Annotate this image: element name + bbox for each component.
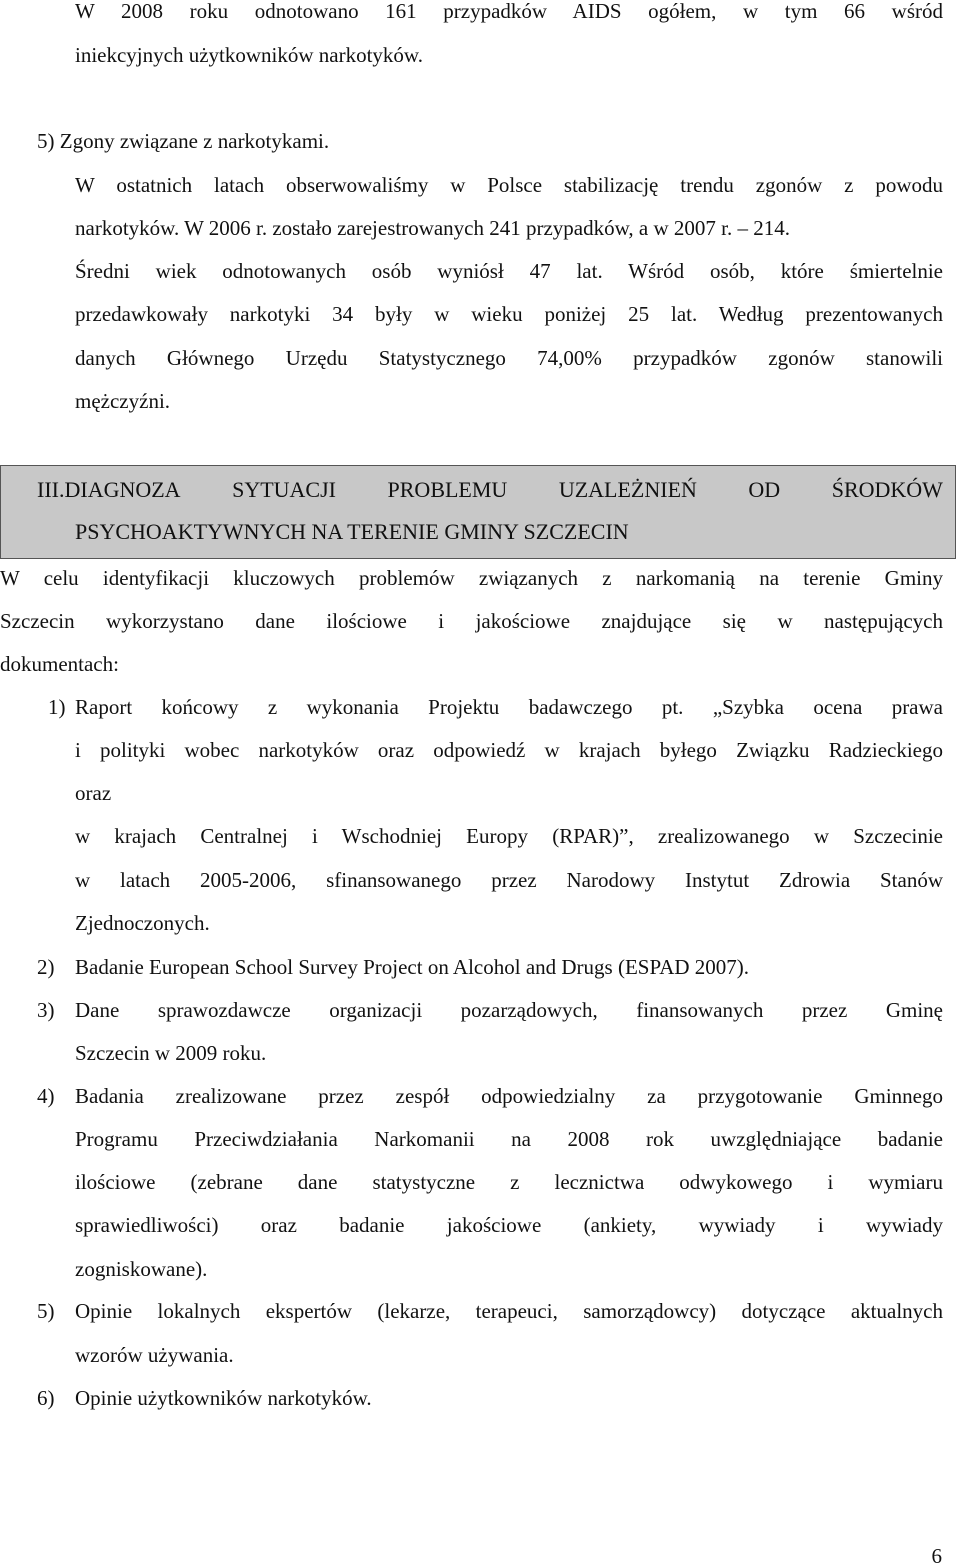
list-item-line: i polityki wobec narkotyków oraz odpowiedź w krajach byłego Związku Radzieckiego [75, 738, 943, 762]
list-item-line: sprawiedliwości) oraz badanie jakościowe (ankiety, wywiady i wywiady [75, 1213, 943, 1237]
paragraph-line: mężczyźni. [75, 389, 171, 413]
list-item-line: ilościowe (zebrane dane statystyczne z lecznictwa odwykowego i wymiaru [75, 1170, 943, 1194]
list-item-line: Zjednoczonych. [75, 911, 210, 935]
heading-word: III.DIAGNOZA [37, 477, 181, 502]
section-title: 5) Zgony związane z narkotykami. [37, 129, 330, 153]
paragraph-line: Średni wiek odnotowanych osób wyniósł 47 lat. Wśród osób, które śmiertelnie [75, 259, 943, 283]
paragraph-line: W 2008 roku odnotowano 161 przypadków AIDS ogółem, w tym 66 wśród [75, 0, 943, 23]
paragraph-line: przedawkowały narkotyki 34 były w wieku poniżej 25 lat. Według prezentowanych [75, 302, 943, 326]
paragraph-line: danych Głównego Urzędu Statystycznego 74,00% przypadków zgonów stanowili [75, 346, 943, 370]
heading-word: UZALEŻNIEŃ [558, 477, 697, 502]
list-item-line: oraz [75, 781, 112, 805]
heading-word: OD [748, 477, 781, 502]
list-item-line: wzorów używania. [75, 1343, 234, 1367]
list-item-number: 3) [37, 998, 55, 1022]
paragraph-line: Szczecin wykorzystano dane ilościowe i jakościowe znajdujące się w następujących [0, 609, 943, 633]
list-item-line: zogniskowane). [75, 1257, 208, 1281]
paragraph-line: W celu identyfikacji kluczowych problemów związanych z narkomanią na terenie Gminy [0, 566, 943, 590]
paragraph-line: W ostatnich latach obserwowaliśmy w Polsce stabilizację trendu zgonów z powodu [75, 173, 943, 197]
list-item-line: Szczecin w 2009 roku. [75, 1041, 267, 1065]
list-item-number: 1) [48, 695, 66, 719]
list-item-line: Badanie European School Survey Project on Alcohol and Drugs (ESPAD 2007). [75, 955, 750, 979]
list-item-number: 4) [37, 1084, 55, 1108]
list-item-line: w latach 2005-2006, sfinansowanego przez Narodowy Instytut Zdrowia Stanów [75, 868, 943, 892]
section-heading-line-2: PSYCHOAKTYWNYCH NA TERENIE GMINY SZCZECIN [75, 519, 629, 544]
list-item-line: Programu Przeciwdziałania Narkomanii na 2008 rok uwzględniające badanie [75, 1127, 943, 1151]
paragraph-line: iniekcyjnych użytkowników narkotyków. [75, 43, 423, 67]
list-item-line: Opinie lokalnych ekspertów (lekarze, terapeuci, samorządowcy) dotyczące aktualnych [75, 1299, 943, 1323]
list-item-line: Dane sprawozdawcze organizacji pozarządowych, finansowanych przez Gminę [75, 998, 943, 1022]
list-item-line: Raport końcowy z wykonania Projektu badawczego pt. „Szybka ocena prawa [75, 695, 943, 719]
list-item-number: 5) [37, 1299, 55, 1323]
list-item-line: Badania zrealizowane przez zespół odpowiedzialny za przygotowanie Gminnego [75, 1084, 943, 1108]
paragraph-line: dokumentach: [0, 652, 119, 676]
section-heading-line-1 [37, 476, 943, 504]
list-item-line: w krajach Centralnej i Wschodniej Europy (RPAR)”, zrealizowanego w Szczecinie [75, 824, 943, 848]
list-item-number: 6) [37, 1386, 55, 1410]
heading-word: PROBLEMU [387, 477, 508, 502]
page-number: 6 [931, 1544, 942, 1568]
heading-word: ŚRODKÓW [831, 477, 943, 502]
heading-word: SYTUACJI [232, 477, 336, 502]
paragraph-line: narkotyków. W 2006 r. zostało zarejestrowanych 241 przypadków, a w 2007 r. – 214. [75, 216, 791, 240]
list-item-number: 2) [37, 955, 55, 979]
list-item-line: Opinie użytkowników narkotyków. [75, 1386, 372, 1410]
section-heading-box [0, 465, 956, 559]
